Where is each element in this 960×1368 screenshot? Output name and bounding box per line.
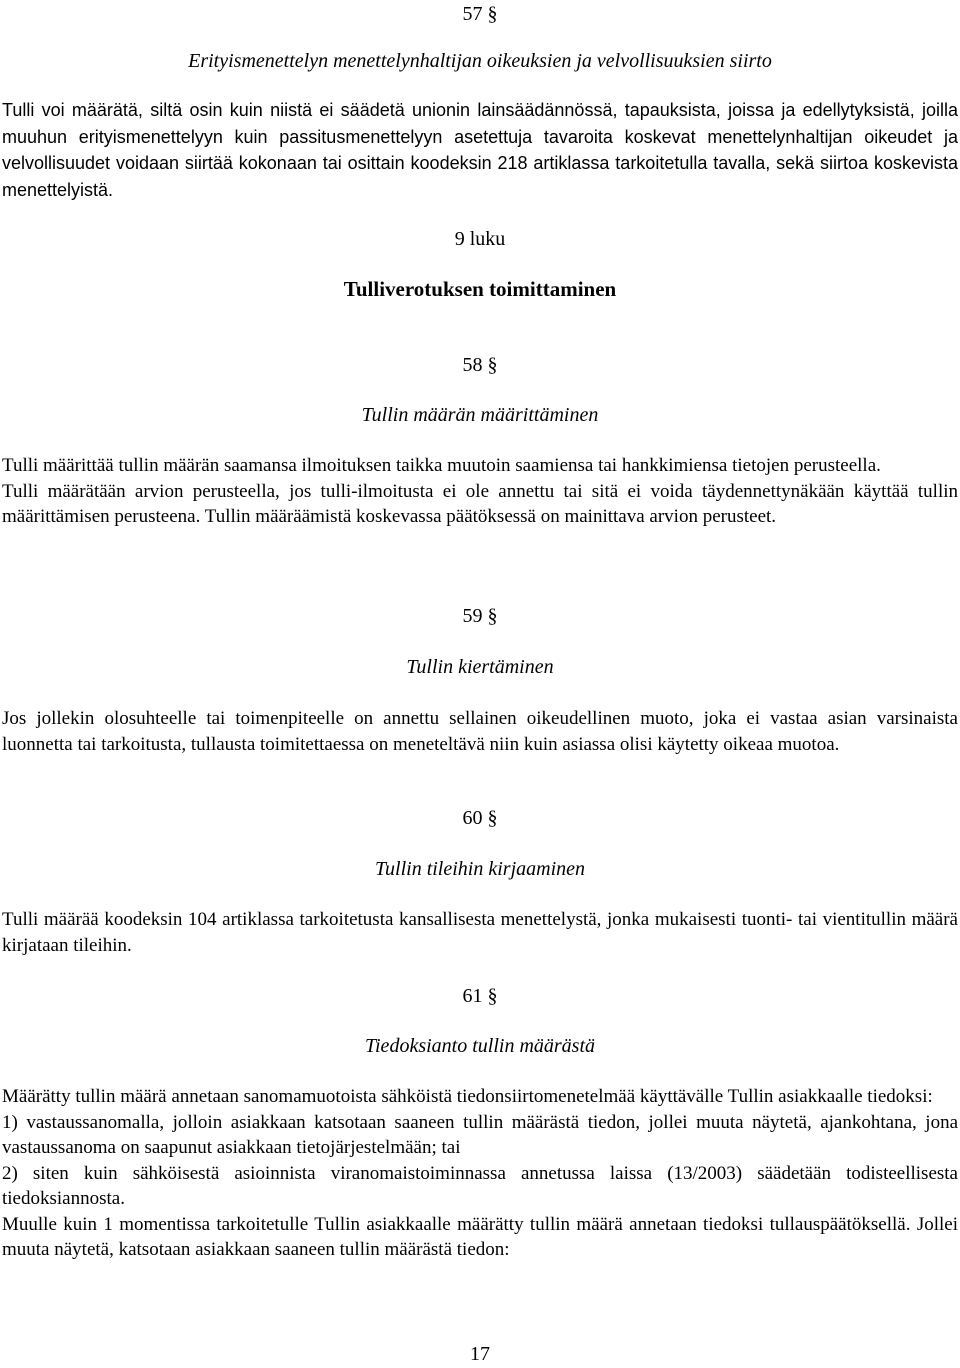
paragraph: Tulli määrätään arvion perusteella, jos tulli-ilmoitusta ei ole annettu tai sitä ei voida täydennettynäkään käyttää tullin määrittämisen perusteena. Tullin määräämistä koskevassa päätöksessä on mainittava arvion perusteet. [2, 480, 958, 527]
section-57-body [2, 97, 958, 203]
section-61-number: 61 § [462, 985, 498, 1007]
section-59-number: 59 § [462, 605, 498, 627]
paragraph: Tulli määrää koodeksin 104 artiklassa tarkoitetusta kansallisesta menettelystä, jonka mukaisesti tuonti- tai vientitullin määrä kirjataan tileihin. [2, 909, 958, 956]
section-61-body [2, 1084, 958, 1263]
paragraph: Määrätty tullin määrä annetaan sanomamuotoista sähköistä tiedonsiirtomenetelmää käyttävälle Tullin asiakkaalle tiedoksi: [2, 1086, 933, 1107]
section-59-body [2, 706, 958, 757]
paragraph: Tulli määrittää tullin määrän saamansa ilmoituksen taikka muutoin saamiensa tai hankkimiensa tietojen perusteella. [2, 455, 881, 476]
paragraph: Tulli voi määrätä, siltä osin kuin niistä ei säädetä unionin lainsäädännössä, tapauksista, joissa ja edellytyksistä, joilla muuhun erityismenettelyyn kuin passitusmenettelyyn asetettuja tavaroita koskevat menettelynhaltijan oikeudet ja velvollisuudet voidaan siirtää kokonaan tai osittain koodeksin 218 artiklassa tarkoitetulla tavalla, sekä siirtoa koskevista menettelyistä. [2, 100, 958, 200]
paragraph: Jos jollekin olosuhteelle tai toimenpiteelle on annettu sellainen oikeudellinen muoto, joka ei vastaa asian varsinaista luonnetta tai tarkoitusta, tullausta toimitettaessa on meneteltävä niin kuin asiassa olisi käytetty oikeaa muotoa. [2, 708, 958, 755]
page-number: 17 [470, 1343, 490, 1365]
section-57-number: 57 § [462, 3, 498, 25]
section-60-body [2, 907, 958, 958]
section-57-title: Erityismenettelyn menettelynhaltijan oikeuksien ja velvollisuuksien siirto [188, 50, 772, 72]
section-60-number: 60 § [462, 807, 498, 829]
list-item: 2) siten kuin sähköisestä asioinnista viranomaistoiminnassa annetussa laissa (13/2003) säädetään todisteellisesta tiedoksiannosta. [2, 1162, 958, 1209]
chapter-number: 9 luku [454, 228, 506, 250]
list-item: 1) vastaussanomalla, jolloin asiakkaan katsotaan saaneen tullin määrästä tiedon, jollei muuta näytetä, ajankohtana, jona vastaussanoma on saapunut asiakkaan tietojärjestelmään; tai [2, 1111, 958, 1158]
section-58-body [2, 453, 958, 530]
chapter-title: Tulliverotuksen toimittaminen [343, 277, 617, 301]
section-60-title: Tullin tileihin kirjaaminen [375, 858, 585, 880]
section-58-number: 58 § [462, 354, 498, 376]
section-61-title: Tiedoksianto tullin määrästä [364, 1035, 596, 1057]
section-59-title: Tullin kiertäminen [406, 656, 554, 678]
section-58-title: Tullin määrän määrittäminen [361, 404, 599, 426]
paragraph: Muulle kuin 1 momentissa tarkoitetulle Tullin asiakkaalle määrätty tullin määrä annetaan tiedoksi tullauspäätöksellä. Jollei muuta näytetä, katsotaan asiakkaan saaneen tullin määrästä tiedon: [2, 1213, 958, 1260]
